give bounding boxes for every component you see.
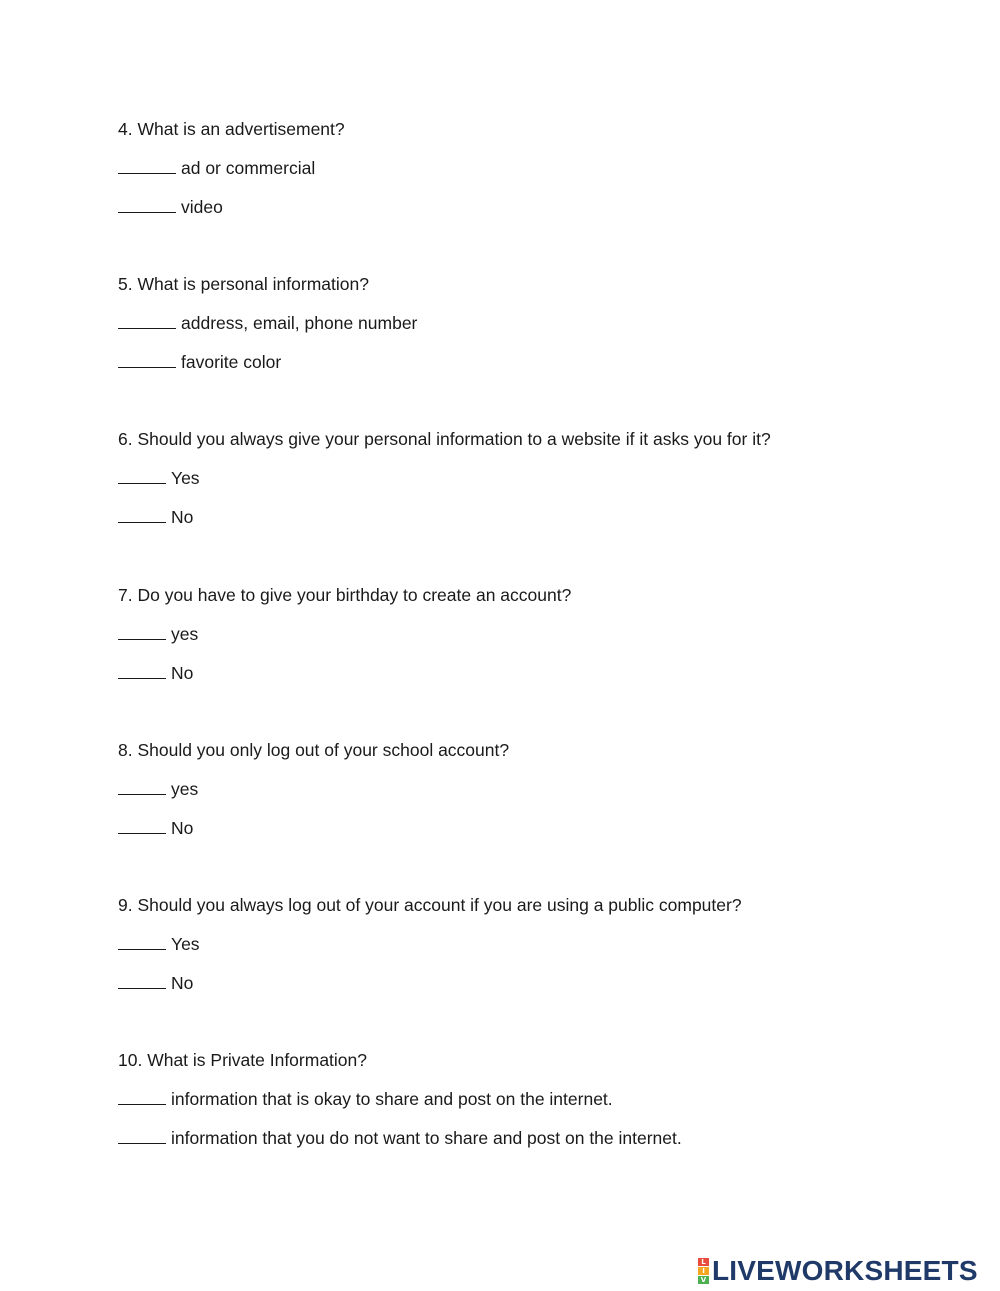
- logo-cube-v: V: [698, 1276, 709, 1284]
- answer-blank[interactable]: [118, 818, 166, 834]
- answer-blank[interactable]: [118, 507, 166, 523]
- answer-blank[interactable]: [118, 663, 166, 679]
- option-text: Yes: [171, 934, 200, 954]
- question-6-option-1[interactable]: [118, 468, 200, 488]
- logo-cubes-icon: [698, 1258, 709, 1284]
- question-5-option-2[interactable]: [118, 352, 281, 372]
- question-4-option-1[interactable]: [118, 158, 315, 178]
- question-10-option-2[interactable]: [118, 1128, 682, 1148]
- question-8-option-2[interactable]: [118, 818, 193, 838]
- answer-blank[interactable]: [118, 468, 166, 484]
- option-text: information that you do not want to share and post on the internet.: [171, 1128, 682, 1148]
- answer-blank[interactable]: [118, 1128, 166, 1144]
- question-9-option-2[interactable]: [118, 973, 193, 993]
- question-10-prompt: 10. What is Private Information?: [118, 1050, 367, 1070]
- answer-blank[interactable]: [118, 624, 166, 640]
- option-text: No: [171, 507, 194, 527]
- answer-blank[interactable]: [118, 1089, 166, 1105]
- question-8-option-1[interactable]: [118, 779, 198, 799]
- option-text: information that is okay to share and post on the internet.: [171, 1089, 613, 1109]
- question-5-option-1[interactable]: [118, 313, 417, 333]
- answer-blank[interactable]: [118, 313, 176, 329]
- question-9-prompt: 9. Should you always log out of your account if you are using a public computer?: [118, 895, 742, 915]
- question-9-option-1[interactable]: [118, 934, 200, 954]
- option-text: address, email, phone number: [181, 313, 418, 333]
- logo-cube-l: L: [698, 1258, 709, 1266]
- option-text: yes: [171, 624, 199, 644]
- option-text: No: [171, 663, 194, 683]
- question-6-prompt: 6. Should you always give your personal information to a website if it asks you for it?: [118, 429, 771, 449]
- question-8-prompt: 8. Should you only log out of your school account?: [118, 740, 510, 760]
- question-6-option-2[interactable]: [118, 507, 193, 527]
- logo-cube-i: I: [698, 1267, 709, 1275]
- answer-blank[interactable]: [118, 352, 176, 368]
- answer-blank[interactable]: [118, 197, 176, 213]
- option-text: ad or commercial: [181, 158, 316, 178]
- question-4-prompt: 4. What is an advertisement?: [118, 119, 345, 139]
- answer-blank[interactable]: [118, 973, 166, 989]
- question-7-option-1[interactable]: [118, 624, 198, 644]
- question-5-prompt: 5. What is personal information?: [118, 274, 369, 294]
- question-4-option-2[interactable]: [118, 197, 223, 217]
- answer-blank[interactable]: [118, 934, 166, 950]
- question-10-option-1[interactable]: [118, 1089, 613, 1109]
- question-7-prompt: 7. Do you have to give your birthday to create an account?: [118, 585, 572, 605]
- logo-text: LIVEWORKSHEETS: [712, 1255, 978, 1286]
- answer-blank[interactable]: [118, 158, 176, 174]
- answer-blank[interactable]: [118, 779, 166, 795]
- option-text: No: [171, 818, 194, 838]
- option-text: yes: [171, 779, 199, 799]
- option-text: video: [181, 197, 223, 217]
- option-text: favorite color: [181, 352, 282, 372]
- liveworksheets-logo[interactable]: [698, 1257, 978, 1285]
- question-7-option-2[interactable]: [118, 663, 193, 683]
- option-text: No: [171, 973, 194, 993]
- option-text: Yes: [171, 468, 200, 488]
